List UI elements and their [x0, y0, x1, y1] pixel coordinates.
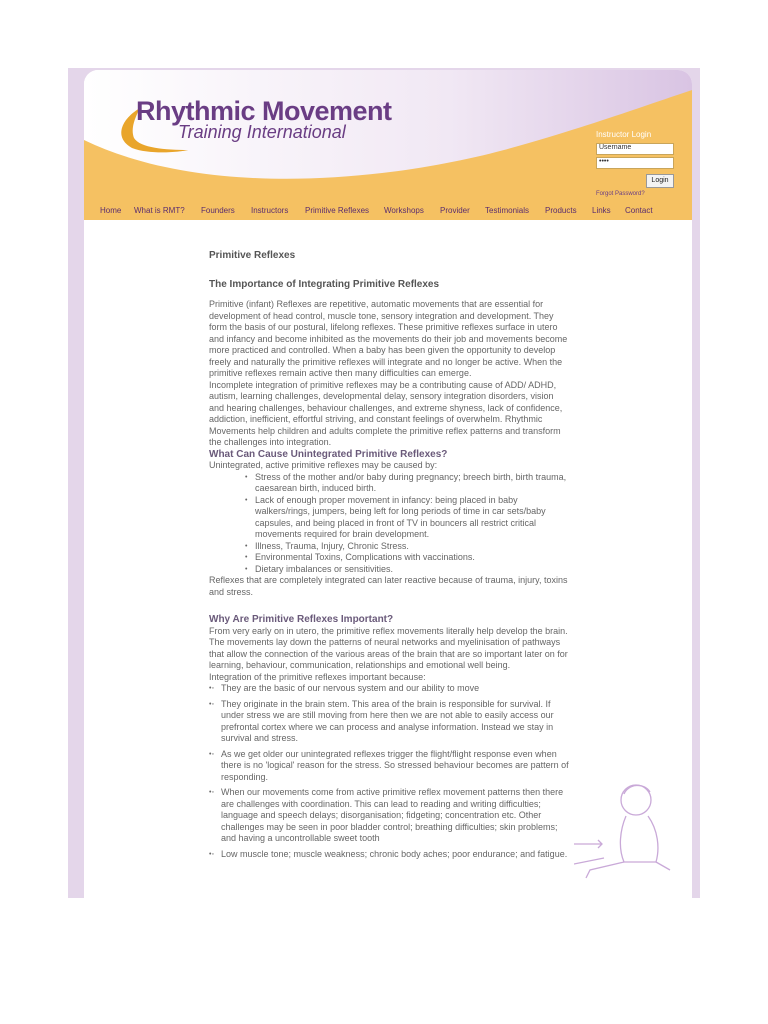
- nav-item-home[interactable]: Home: [100, 206, 122, 215]
- why-intro: Integration of the primitive reflexes important because:: [209, 671, 426, 682]
- list-item: •◦ They originate in the brain stem. This area of the brain is responsible for survival. If under stress we are still moving from here then we are not able to easily access our prefrontal cortex where we can process and analyse information. Instead we stay in survival and stress.: [209, 699, 569, 745]
- nav-item-founders[interactable]: Founders: [201, 206, 235, 215]
- header: [84, 70, 692, 220]
- list-item: •◦ When our movements come from active primitive reflex movement patterns then there are challenges with coordination. This can lead to reading and writing difficulties; language and speech delays; disorganisation; fidgeting; concentration etc. Other challenges may be seen in poor bladder control; breathing difficulties; skin problems; and having a uncontrollable sweet tooth: [209, 787, 569, 845]
- page: [84, 70, 692, 898]
- list-item: •◦ As we get older our unintegrated reflexes trigger the flight/flight response even when there is no 'logical' reason for the stress. So stressed behaviour becomes are pattern of responding.: [209, 749, 569, 784]
- nav-item-contact[interactable]: Contact: [625, 206, 653, 215]
- nav-item-what-is-rmt[interactable]: What is RMT?: [134, 206, 185, 215]
- username-input[interactable]: Username: [596, 143, 674, 155]
- login-button[interactable]: Login: [646, 174, 674, 188]
- nav-item-products[interactable]: Products: [545, 206, 577, 215]
- list-item: • Illness, Trauma, Injury, Chronic Stress.: [245, 541, 569, 553]
- list-item: • Dietary imbalances or sensitivities.: [245, 564, 569, 576]
- why-paragraph: From very early on in utero, the primitive reflex movements literally help develop the brain. The movements lay down the patterns of neural networks and myelinisation of pathways that allow the connection of the various areas of the brain that are so important later on for learning, behaviour, communication, relationships and emotional well being.: [209, 625, 568, 670]
- login-title: Instructor Login: [596, 130, 652, 139]
- section-title: The Importance of Integrating Primitive Reflexes: [209, 278, 440, 290]
- nav-item-provider[interactable]: Provider: [440, 206, 470, 215]
- main-content: [209, 250, 569, 864]
- causes-intro: Unintegrated, active primitive reflexes may be caused by:: [209, 460, 438, 470]
- nav-item-primitive-reflexes[interactable]: Primitive Reflexes: [305, 206, 370, 215]
- causes-list: [209, 472, 569, 576]
- intro-paragraph: Primitive (infant) Reflexes are repetitive, automatic movements that are essential for development of head control, muscle tone, sensory integration and development. They form the basis of our postural, lifelong reflexes. These primitive reflexes surface in utero and infancy and become inhibited as the movements do their job and movements become more practiced and controlled. When a baby has been given the opportunity to develop freely and naturally the primitive reflexes will integrate and no longer be active. When the primitive reflexes remain active then many difficulties can emerge.: [209, 299, 568, 378]
- causes-heading: What Can Cause Unintegrated Primitive Reflexes?: [209, 448, 448, 460]
- list-item: • Stress of the mother and/or baby during pregnancy; breech birth, birth trauma, caesarean birth, induced birth.: [245, 472, 569, 495]
- integration-paragraph: Incomplete integration of primitive reflexes may be a contributing cause of ADD/ ADHD, autism, learning challenges, developmental delay, sensory integration disorders, vision and hearing challenges, behaviour challenges, and extreme shyness, lack of confidence, addiction, inefficient, effortful striving, and constant feelings of overwhelm. Rhythmic Movements help children and adults complete the primitive reflex patterns and transform the challenges into integration.: [209, 379, 563, 447]
- reasons-list: [209, 683, 569, 860]
- causes-after-paragraph: Reflexes that are completely integrated can later reactive because of trauma, injury, toxins and stress.: [209, 575, 568, 597]
- child-illustration-icon: [574, 770, 684, 890]
- list-item: •◦ They are the basic of our nervous system and our ability to move: [209, 683, 569, 695]
- why-heading: Why Are Primitive Reflexes Important?: [209, 614, 394, 625]
- page-title: Primitive Reflexes: [209, 250, 296, 261]
- list-item: • Lack of enough proper movement in infancy: being placed in baby walkers/rings, jumpers, being left for long periods of time in car sets/baby capsules, and being placed in front of TV in bouncers all restrict critical movements required for brain development.: [245, 495, 569, 541]
- nav-item-workshops[interactable]: Workshops: [384, 206, 424, 215]
- forgot-password-link[interactable]: Forgot Password?: [596, 191, 645, 197]
- main-nav: [84, 200, 692, 220]
- logo-subtitle[interactable]: Training International: [178, 122, 346, 142]
- list-item: • Environmental Toxins, Complications with vaccinations.: [245, 552, 569, 564]
- nav-item-testimonials[interactable]: Testimonials: [485, 206, 530, 215]
- nav-item-links[interactable]: Links: [592, 206, 611, 215]
- list-item: •◦ Low muscle tone; muscle weakness; chronic body aches; poor endurance; and fatigue.: [209, 849, 569, 861]
- login-form: [596, 130, 688, 197]
- password-input[interactable]: ••••: [596, 157, 674, 169]
- logo-title[interactable]: Rhythmic Movement: [136, 96, 392, 126]
- nav-item-instructors[interactable]: Instructors: [251, 206, 289, 215]
